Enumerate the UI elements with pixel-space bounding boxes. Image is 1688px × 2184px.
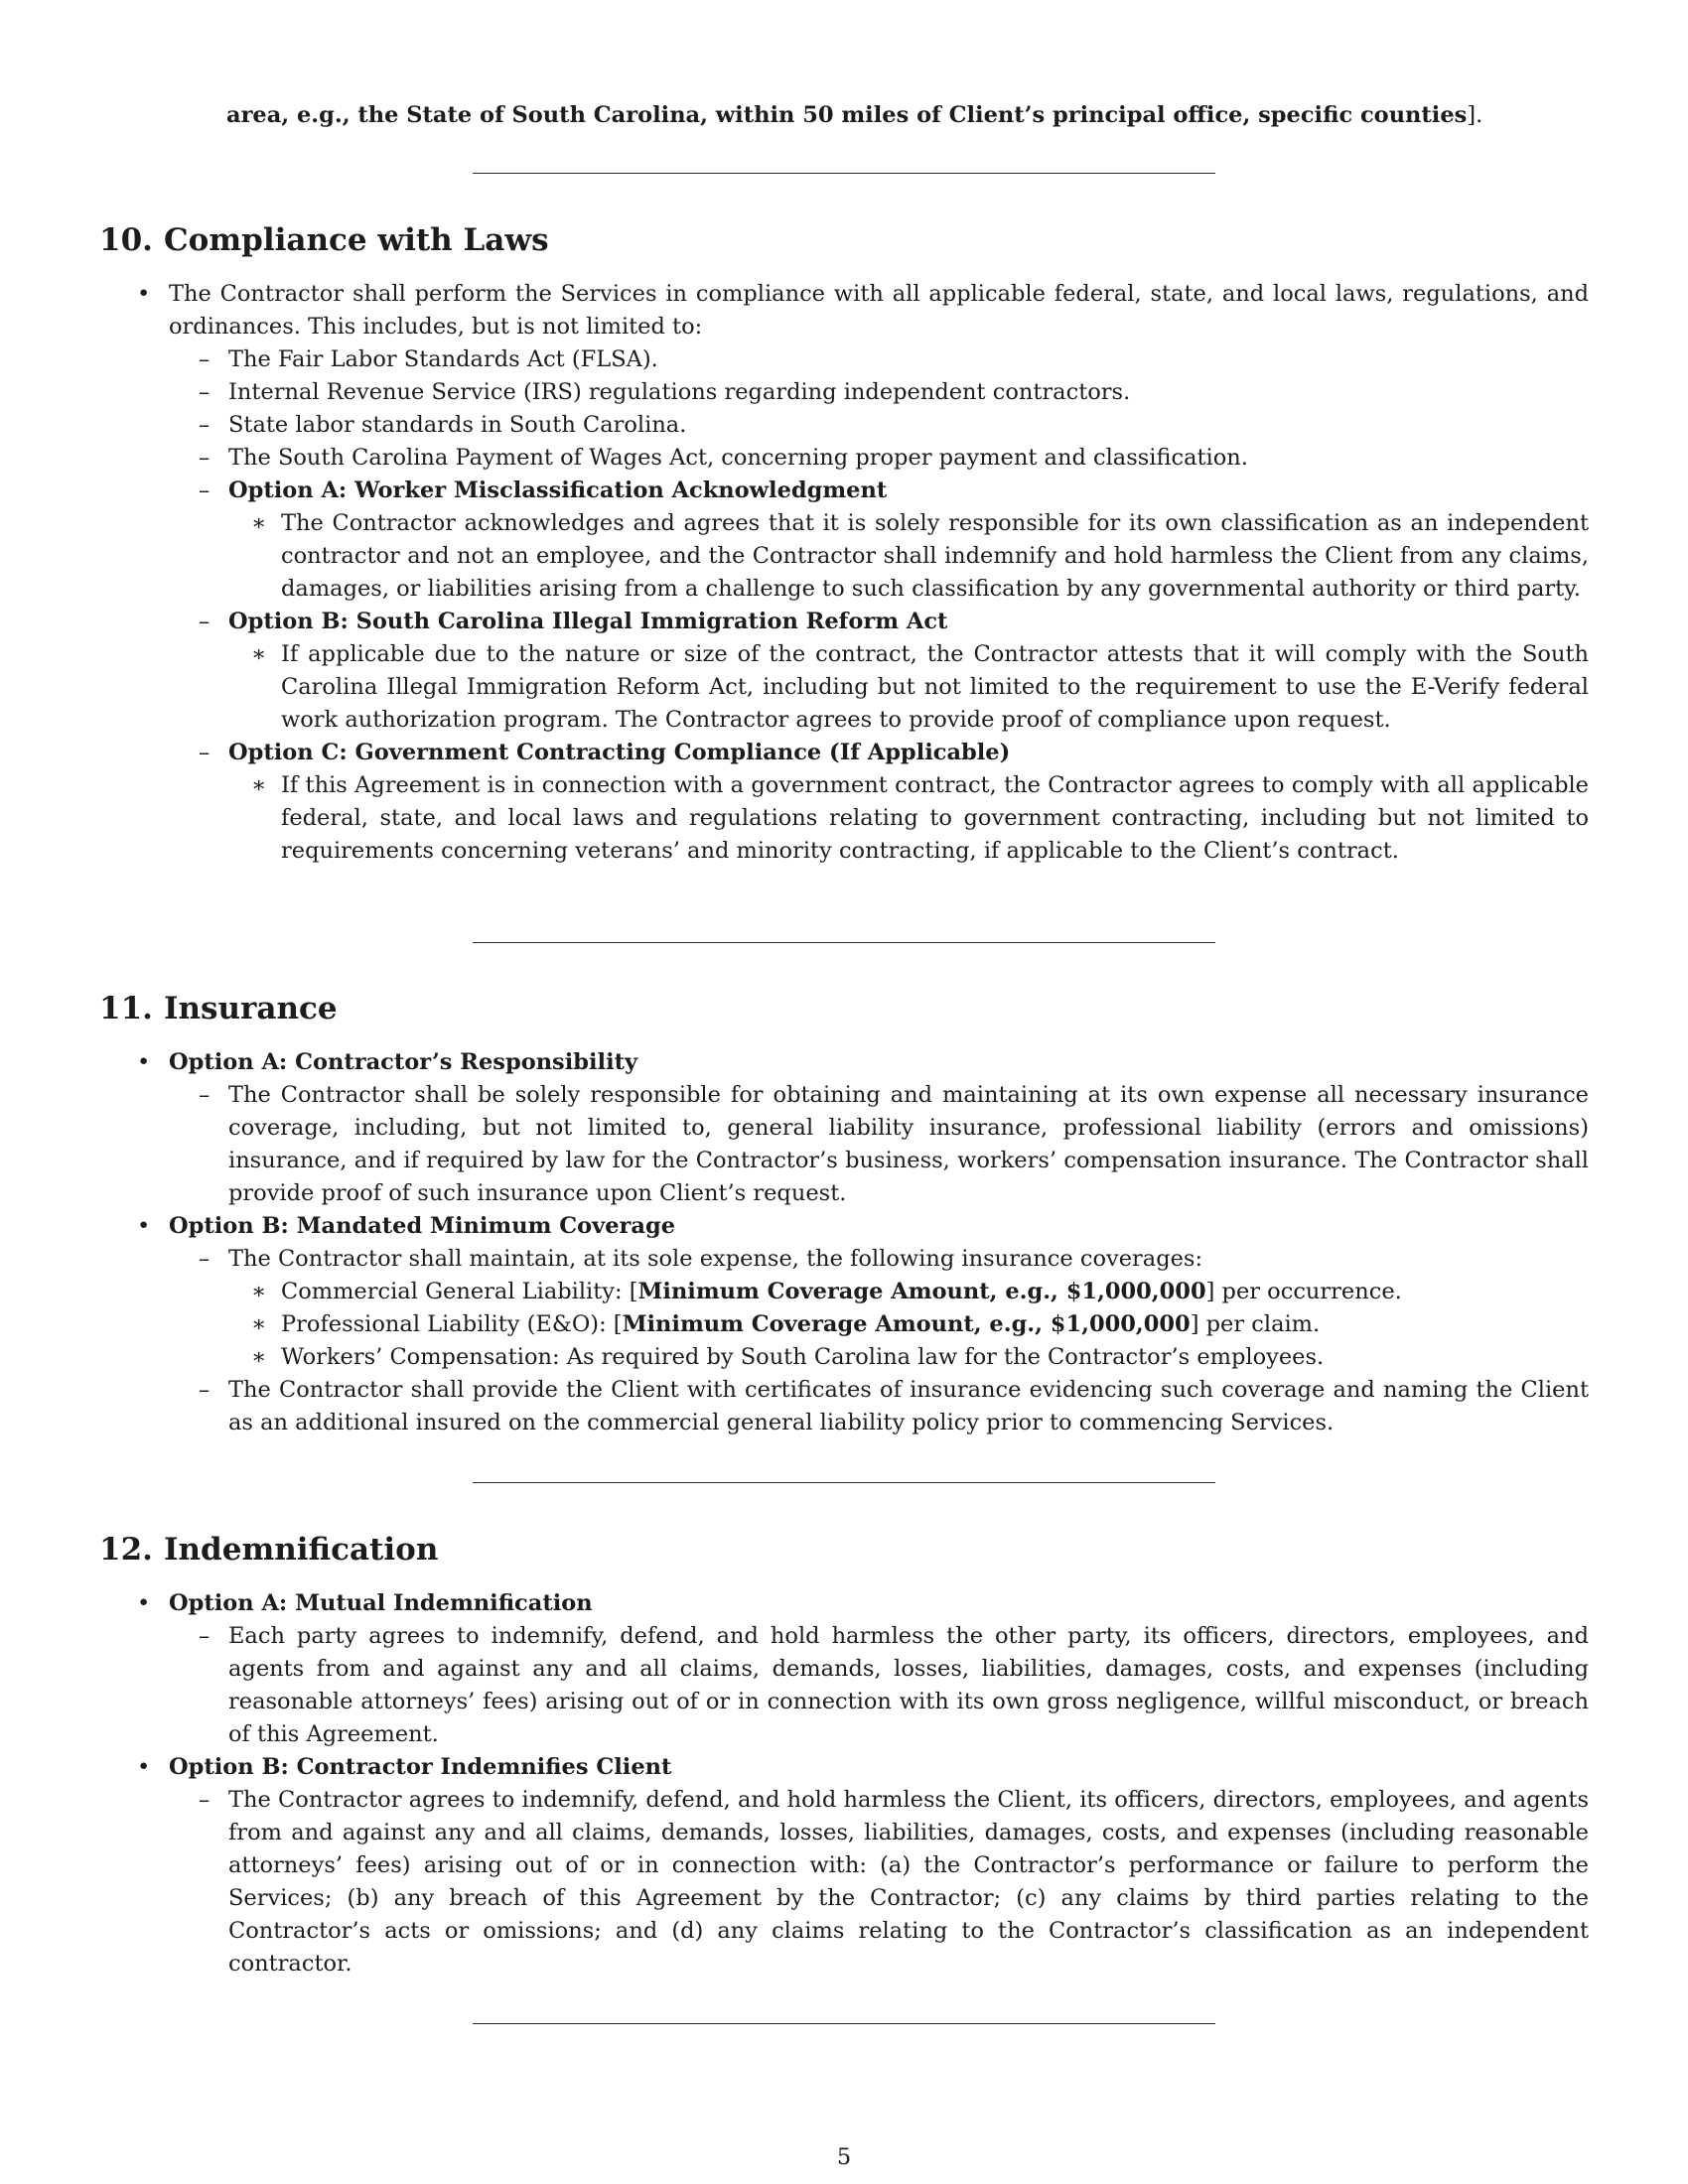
list-item: – State labor standards in South Carolina.	[199, 412, 687, 438]
list-item: – The Contractor shall maintain, at its sole expense, the following insurance coverages: ∗ Commercial General Liability: [Minimum Coverage Amount, e.g., $1,000,000] per occurrence. ∗ Professional Liability (E&O): [Minimum Coverage Amount, e.g., $1,000,000] per claim. ∗ Workers’ Compensation: As required by South Carolina law for the Contractor’s employees.	[99, 1243, 1589, 1374]
list-item: ∗ Workers’ Compensation: As required by South Carolina law for the Contractor’s employees.	[251, 1344, 1325, 1370]
section-body-12	[99, 1587, 1589, 1980]
section-heading-11: 11. Insurance	[99, 991, 338, 1026]
section-divider	[473, 942, 1215, 943]
option-b-immigration-reform: – Option B: South Carolina Illegal Immigration Reform Act ∗ If applicable due to the nature or size of the contract, the Contractor attests that it will comply with the South Carolina Illegal Immigration Reform Act, including but not limited to the requirement to use the E-Verify federal work authorization program. The Contractor agrees to provide proof of compliance upon request.	[99, 606, 1589, 737]
section-divider	[473, 173, 1215, 174]
list-item: – The Contractor agrees to indemnify, defend, and hold harmless the Client, its officers, directors, employees, and agents from and against any and all claims, demands, losses, liabilities, damages, costs, and expenses (including reasonable attorneys’ fees) arising out of or in connection with: (a) the Contractor’s performance or failure to perform the Services; (b) any breach of this Agreement by the Contractor; (c) any claims by third parties relating to the Contractor’s acts or omissions; and (d) any claims relating to the Contractor’s classification as an independent contractor.	[199, 1787, 1589, 1977]
option-b-contractor-indemnifies: • Option B: Contractor Indemnifies Client – The Contractor agrees to indemnify, defend, and hold harmless the Client, its officers, directors, employees, and agents from and against any and all claims, demands, losses, liabilities, damages, costs, and expenses (including reasonable attorneys’ fees) arising out of or in connection with: (a) the Contractor’s performance or failure to perform the Services; (b) any breach of this Agreement by the Contractor; (c) any claims by third parties relating to the Contractor’s acts or omissions; and (d) any claims relating to the Contractor’s classification as an independent contractor.	[99, 1751, 1589, 1980]
section-divider	[473, 2023, 1215, 2024]
continued-text-bold: area, e.g., the State of South Carolina, within 50 miles of Client’s principal office, specific counties	[226, 102, 1468, 128]
list-item: ∗ The Contractor acknowledges and agrees that it is solely responsible for its own classification as an independent contractor and not an employee, and the Contractor shall indemnify and hold harmless the Client from any claims, damages, or liabilities arising from a challenge to such classification by any governmental authority or third party.	[251, 510, 1589, 602]
section-divider	[473, 1482, 1215, 1483]
list-item: – The Contractor shall provide the Client with certificates of insurance evidencing such coverage and naming the Client as an additional insured on the commercial general liability policy prior to commencing Services.	[199, 1377, 1589, 1435]
list-item: – The Contractor shall be solely responsible for obtaining and maintaining at its own expense all necessary insurance coverage, including, but not limited to, general liability insurance, professional liability (errors and omissions) insurance, and if required by law for the Contractor’s business, workers’ compensation insurance. The Contractor shall provide proof of such insurance upon Client’s request.	[199, 1082, 1589, 1206]
continued-text	[226, 99, 1589, 132]
section-heading-12: 12. Indemnification	[99, 1532, 439, 1568]
list-item: • The Contractor shall perform the Services in compliance with all applicable federal, state, and local laws, regulations, and ordinances. This includes, but is not limited to: – The Fair Labor Standards Act (FLSA). – Internal Revenue Service (IRS) regulations regarding independent contractors. – State labor standards in South Carolina. – The South Carolina Payment of Wages Act, concerning proper payment and classification. – Option A: Worker Misclassification Acknowledgment ∗ The Contractor acknowledges and agrees that it is solely responsible for its own classification as an independent contractor and not an employee, and the Contractor shall indemnify and hold harmless the Client from any claims, damages, or liabilities arising from a challenge to such classification by any governmental authority or third party. – Option B: South Carolina Illegal Immigration Reform Act ∗ If applicable due to the nature or size of the contract, the Contractor attests that it will comply with the South Carolina Illegal Immigration Reform Act, including but not limited to the requirement to use the E-Verify federal work authorization program. The Contractor agrees to provide proof of compliance upon request. – Option C: Government Contracting Compliance (If Applicable) ∗ If this Agreement is in connection with a government contract, the Contractor agrees to comply with all applicable federal, state, and local laws and regulations relating to government contracting, including but not limited to requirements concerning veterans’ and minority contracting, if applicable to the Client’s contract.	[99, 278, 1589, 868]
section-body-11	[99, 1046, 1589, 1439]
section-heading-10: 10. Compliance with Laws	[99, 222, 549, 258]
list-item: – The Fair Labor Standards Act (FLSA).	[199, 346, 658, 372]
option-c-government-contracting: – Option C: Government Contracting Compliance (If Applicable) ∗ If this Agreement is in connection with a government contract, the Contractor agrees to comply with all applicable federal, state, and local laws and regulations relating to government contracting, including but not limited to requirements concerning veterans’ and minority contracting, if applicable to the Client’s contract.	[99, 737, 1589, 868]
list-item: – Each party agrees to indemnify, defend, and hold harmless the other party, its officers, directors, employees, and agents from and against any and all claims, demands, losses, liabilities, damages, costs, and expenses (including reasonable attorneys’ fees) arising out of or in connection with its own gross negligence, willful misconduct, or breach of this Agreement.	[199, 1623, 1589, 1747]
option-a-worker-misclassification: – Option A: Worker Misclassification Acknowledgment ∗ The Contractor acknowledges and agrees that it is solely responsible for its own classification as an independent contractor and not an employee, and the Contractor shall indemnify and hold harmless the Client from any claims, damages, or liabilities arising from a challenge to such classification by any governmental authority or third party.	[99, 475, 1589, 606]
page-number: 5	[836, 2144, 852, 2170]
list-item: ∗ If this Agreement is in connection with a government contract, the Contractor agrees to comply with all applicable federal, state, and local laws and regulations relating to government contracting, including but not limited to requirements concerning veterans’ and minority contracting, if applicable to the Client’s contract.	[251, 772, 1589, 864]
option-b-mandated-coverage: • Option B: Mandated Minimum Coverage – The Contractor shall maintain, at its sole expense, the following insurance coverages: ∗ Commercial General Liability: [Minimum Coverage Amount, e.g., $1,000,000] per occurrence. ∗ Professional Liability (E&O): [Minimum Coverage Amount, e.g., $1,000,000] per claim. ∗ Workers’ Compensation: As required by South Carolina law for the Contractor’s employees. – The Contractor shall provide the Client with certificates of insurance evidencing such coverage and naming the Client as an additional insured on the commercial general liability policy prior to commencing Services.	[99, 1210, 1589, 1439]
option-a-contractor-responsibility: • Option A: Contractor’s Responsibility – The Contractor shall be solely responsible for obtaining and maintaining at its own expense all necessary insurance coverage, including, but not limited to, general liability insurance, professional liability (errors and omissions) insurance, and if required by law for the Contractor’s business, workers’ compensation insurance. The Contractor shall provide proof of such insurance upon Client’s request.	[99, 1046, 1589, 1210]
list-item: ∗ Commercial General Liability: [Minimum Coverage Amount, e.g., $1,000,000] per occurrence.	[251, 1279, 1402, 1304]
list-item: ∗ If applicable due to the nature or size of the contract, the Contractor attests that it will comply with the South Carolina Illegal Immigration Reform Act, including but not limited to the requirement to use the E-Verify federal work authorization program. The Contractor agrees to provide proof of compliance upon request.	[251, 641, 1589, 733]
section-body-10	[99, 278, 1589, 868]
list-item: ∗ Professional Liability (E&O): [Minimum Coverage Amount, e.g., $1,000,000] per claim.	[251, 1311, 1321, 1337]
continued-text-closing: ].	[1467, 102, 1483, 128]
list-item: – Internal Revenue Service (IRS) regulations regarding independent contractors.	[199, 379, 1131, 405]
option-a-mutual-indemnification: • Option A: Mutual Indemnification – Each party agrees to indemnify, defend, and hold harmless the other party, its officers, directors, employees, and agents from and against any and all claims, demands, losses, liabilities, damages, costs, and expenses (including reasonable attorneys’ fees) arising out of or in connection with its own gross negligence, willful misconduct, or breach of this Agreement.	[99, 1587, 1589, 1751]
list-item: – The South Carolina Payment of Wages Act, concerning proper payment and classification.	[199, 445, 1248, 471]
